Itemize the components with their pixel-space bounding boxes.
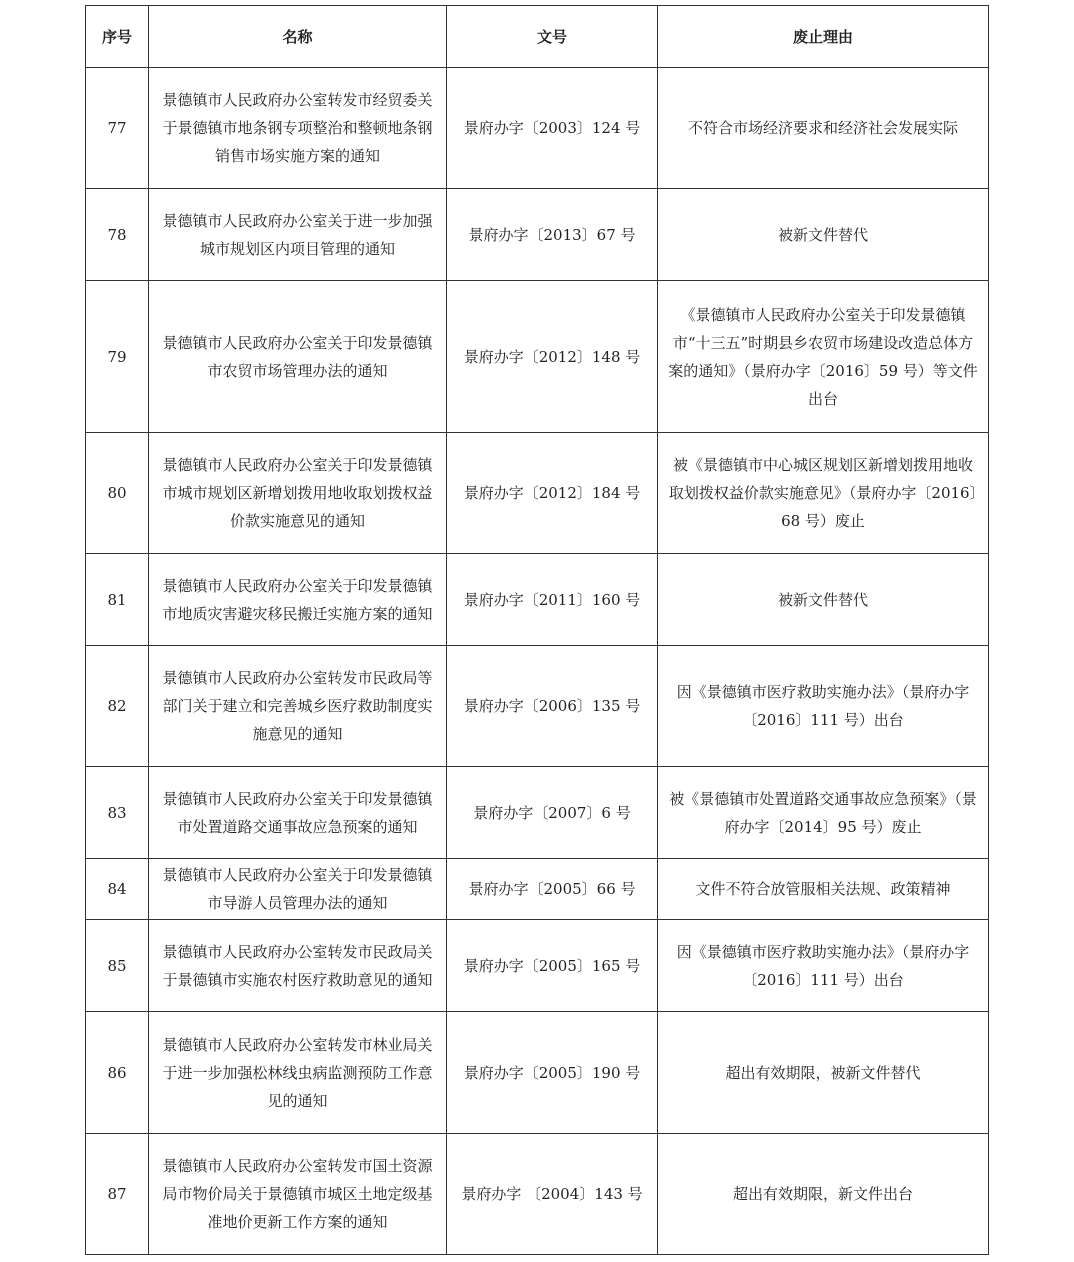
row-reason: 被新文件替代 [658,554,989,646]
row-reason: 超出有效期限，新文件出台 [658,1134,989,1255]
table-row [86,554,989,646]
table-row [86,1012,989,1134]
row-doc-no: 景府办字〔2005〕190 号 [447,1012,658,1134]
row-name: 景德镇市人民政府办公室转发市民政局等部门关于建立和完善城乡医疗救助制度实施意见的通知 [149,646,447,767]
abolished-documents-table [85,5,989,1255]
row-reason: 被新文件替代 [658,189,989,281]
table-row [86,433,989,554]
table-row [86,767,989,859]
row-name: 景德镇市人民政府办公室关于印发景德镇市地质灾害避灾移民搬迁实施方案的通知 [149,554,447,646]
row-seq: 80 [86,433,149,554]
row-doc-no: 景府办字 〔2004〕143 号 [447,1134,658,1255]
row-name: 景德镇市人民政府办公室转发市林业局关于进一步加强松林线虫病监测预防工作意见的通知 [149,1012,447,1134]
table-header-row [86,6,989,68]
header-doc-no: 文号 [447,6,658,68]
table-row [86,859,989,920]
table-row [86,189,989,281]
row-seq: 79 [86,281,149,433]
row-doc-no: 景府办字〔2011〕160 号 [447,554,658,646]
row-seq: 84 [86,859,149,920]
row-name: 景德镇市人民政府办公室转发市经贸委关于景德镇市地条钢专项整治和整顿地条钢销售市场实施方案的通知 [149,68,447,189]
header-name: 名称 [149,6,447,68]
header-reason: 废止理由 [658,6,989,68]
row-seq: 83 [86,767,149,859]
table-row [86,920,989,1012]
row-reason: 文件不符合放管服相关法规、政策精神 [658,859,989,920]
row-doc-no: 景府办字〔2012〕148 号 [447,281,658,433]
table-row [86,281,989,433]
row-reason: 超出有效期限，被新文件替代 [658,1012,989,1134]
row-name: 景德镇市人民政府办公室关于印发景德镇市导游人员管理办法的通知 [149,859,447,920]
row-doc-no: 景府办字〔2005〕66 号 [447,859,658,920]
row-reason: 不符合市场经济要求和经济社会发展实际 [658,68,989,189]
row-name: 景德镇市人民政府办公室关于印发景德镇市城市规划区新增划拨用地收取划拨权益价款实施意见的通知 [149,433,447,554]
row-name: 景德镇市人民政府办公室转发市民政局关于景德镇市实施农村医疗救助意见的通知 [149,920,447,1012]
row-reason: 因《景德镇市医疗救助实施办法》（景府办字〔2016〕111 号）出台 [658,920,989,1012]
row-name: 景德镇市人民政府办公室转发市国土资源局市物价局关于景德镇市城区土地定级基准地价更新工作方案的通知 [149,1134,447,1255]
row-reason: 被《景德镇市中心城区规划区新增划拨用地收取划拨权益价款实施意见》（景府办字〔2016〕68 号）废止 [658,433,989,554]
row-reason: 因《景德镇市医疗救助实施办法》（景府办字〔2016〕111 号）出台 [658,646,989,767]
table-row [86,1134,989,1255]
row-doc-no: 景府办字〔2005〕165 号 [447,920,658,1012]
row-doc-no: 景府办字〔2006〕135 号 [447,646,658,767]
row-seq: 81 [86,554,149,646]
row-reason: 被《景德镇市处置道路交通事故应急预案》（景府办字〔2014〕95 号）废止 [658,767,989,859]
row-doc-no: 景府办字〔2012〕184 号 [447,433,658,554]
row-doc-no: 景府办字〔2007〕6 号 [447,767,658,859]
row-seq: 85 [86,920,149,1012]
table-row [86,68,989,189]
row-seq: 78 [86,189,149,281]
table-row [86,646,989,767]
row-name: 景德镇市人民政府办公室关于进一步加强城市规划区内项目管理的通知 [149,189,447,281]
header-seq: 序号 [86,6,149,68]
row-doc-no: 景府办字〔2003〕124 号 [447,68,658,189]
row-seq: 77 [86,68,149,189]
row-seq: 87 [86,1134,149,1255]
row-doc-no: 景府办字〔2013〕67 号 [447,189,658,281]
row-name: 景德镇市人民政府办公室关于印发景德镇市处置道路交通事故应急预案的通知 [149,767,447,859]
row-reason: 《景德镇市人民政府办公室关于印发景德镇市“十三五”时期县乡农贸市场建设改造总体方案的通知》（景府办字〔2016〕59 号）等文件出台 [658,281,989,433]
row-seq: 86 [86,1012,149,1134]
row-name: 景德镇市人民政府办公室关于印发景德镇市农贸市场管理办法的通知 [149,281,447,433]
row-seq: 82 [86,646,149,767]
